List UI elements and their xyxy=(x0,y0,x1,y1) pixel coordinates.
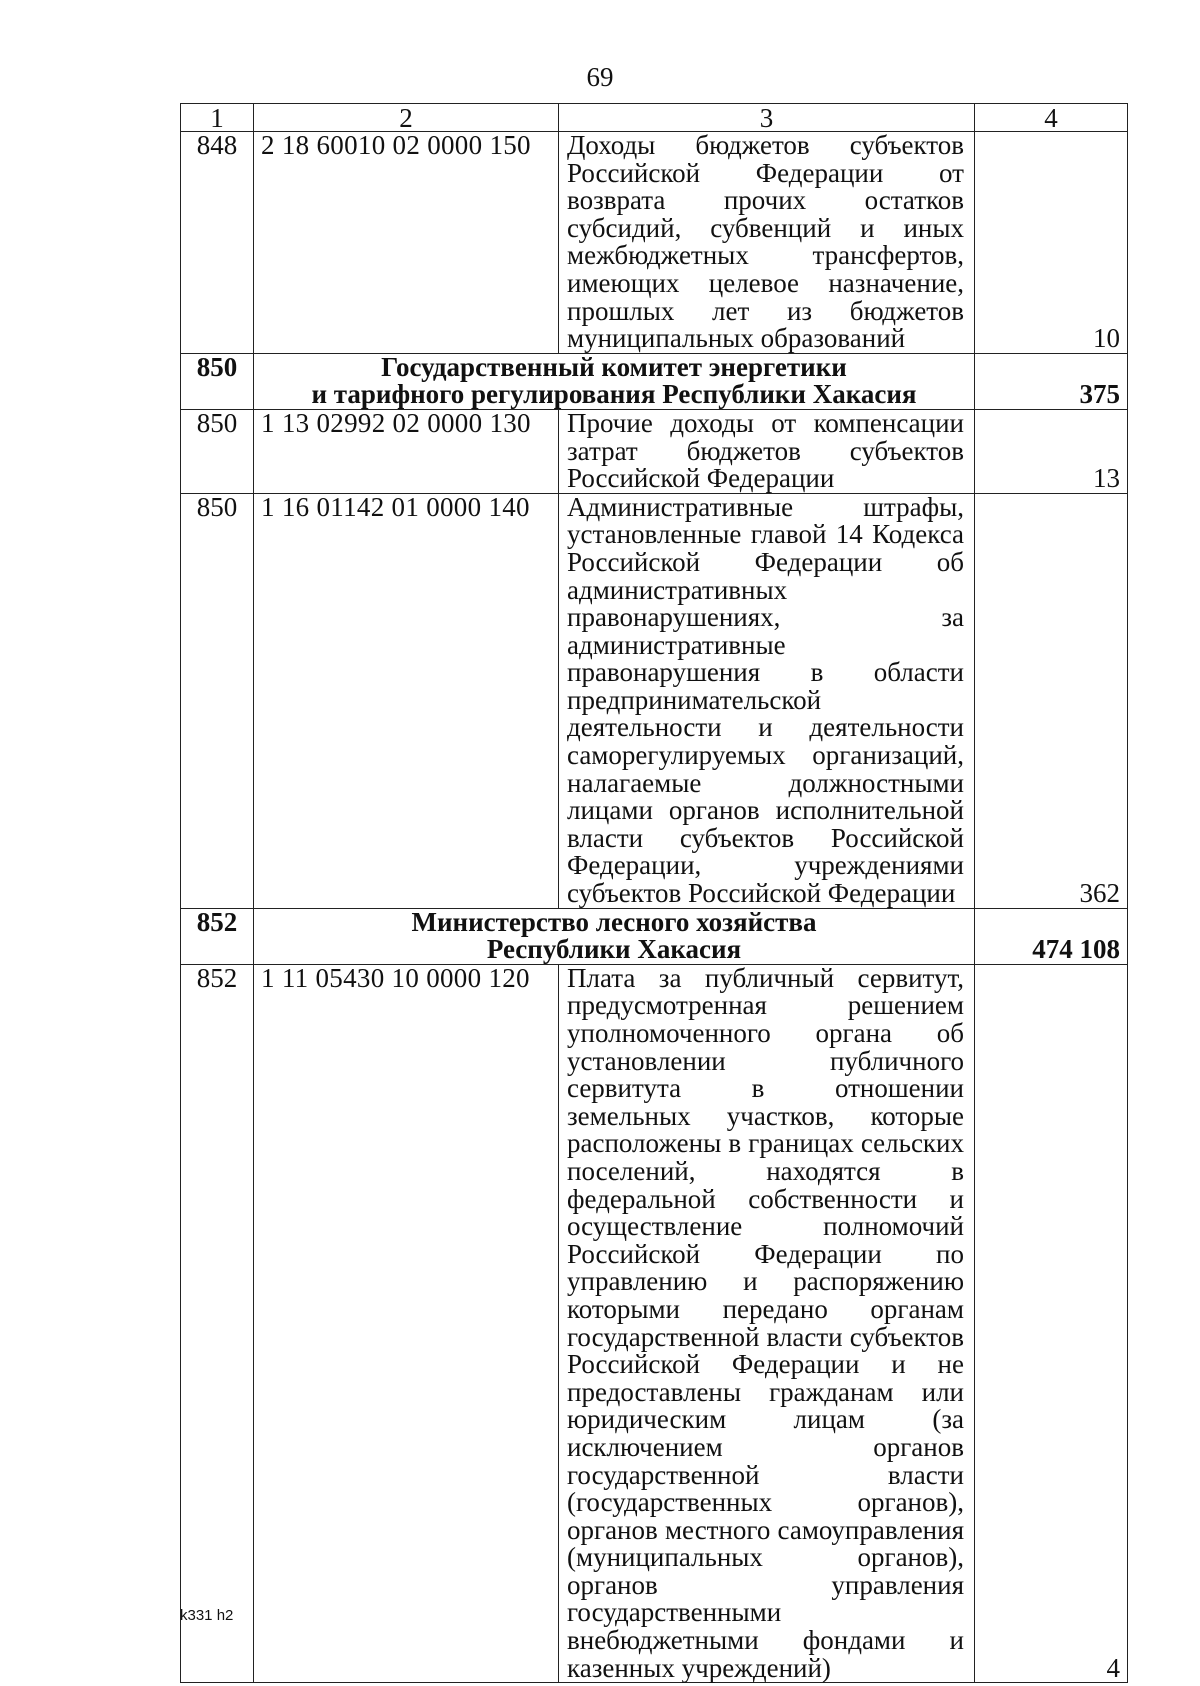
description-cell: Административные штрафы, установленные главой 14 Кодекса Российской Федерации об административных правонарушениях, за административные правонарушения в области предпринимательской деятельности и деятельности саморегулируемых организаций, налагаемые должностными лицами органов исполнительной власти субъектов Российской Федерации, учреждениями субъектов Российской Федерации xyxy=(559,493,975,908)
admin-code-cell: 852 xyxy=(181,964,254,1682)
column-header: 1 xyxy=(181,104,254,132)
section-code-cell: 850 xyxy=(181,353,254,409)
income-code-cell: 1 16 01142 01 0000 140 xyxy=(254,493,559,908)
section-title-line: Государственный комитет энергетики xyxy=(381,351,847,382)
section-amount-cell: 375 xyxy=(975,353,1128,409)
admin-code-cell: 848 xyxy=(181,132,254,354)
description-cell: Плата за публичный сервитут, предусмотренная решением уполномоченного органа об установлении публичного сервитута в отношении земельных участков, которые расположены в границах сельских поселений, находятся в федеральной собственности и осуществление полномочий Российской Федерации по управлению и распоряжению которыми передано органам государственной власти субъектов Российской Федерации и не предоставлены гражданам или юридическим лицам (за исключением органов государственной власти (государственных органов), органов местного самоуправления (муниципальных органов), органов управления государственными внебюджетными фондами и казенных учреждений) xyxy=(559,964,975,1682)
income-code-cell: 2 18 60010 02 0000 150 xyxy=(254,132,559,354)
section-title-line: Республики Хакасия xyxy=(486,934,742,965)
section-title-line: и тарифного регулирования Республики Хакасия xyxy=(311,379,917,410)
amount-cell: 362 xyxy=(975,493,1128,908)
income-code-cell: 1 13 02992 02 0000 130 xyxy=(254,409,559,493)
section-row xyxy=(181,908,1128,964)
amount-cell: 13 xyxy=(975,409,1128,493)
column-header: 4 xyxy=(975,104,1128,132)
page-number: 69 xyxy=(586,62,614,92)
table-row xyxy=(181,964,1128,1682)
section-title-cell xyxy=(254,908,975,964)
admin-code-cell: 850 xyxy=(181,493,254,908)
income-code-cell: 1 11 05430 10 0000 120 xyxy=(254,964,559,1682)
section-title-line: Министерство лесного хозяйства xyxy=(411,906,817,937)
description-cell: Доходы бюджетов субъектов Российской Федерации от возврата прочих остатков субсидий, субвенций и иных межбюджетных трансфертов, имеющих целевое назначение, прошлых лет из бюджетов муниципальных образований xyxy=(559,132,975,354)
table-row xyxy=(181,493,1128,908)
footer-mark: k331 h2 xyxy=(180,1607,234,1624)
income-table xyxy=(180,103,1128,1683)
amount-cell: 10 xyxy=(975,132,1128,354)
description-cell: Прочие доходы от компенсации затрат бюджетов субъектов Российской Федерации xyxy=(559,409,975,493)
table-header-row xyxy=(181,104,1128,132)
admin-code-cell: 850 xyxy=(181,409,254,493)
section-code-cell: 852 xyxy=(181,908,254,964)
amount-cell: 4 xyxy=(975,964,1128,1682)
section-amount-cell: 474 108 xyxy=(975,908,1128,964)
table-row xyxy=(181,409,1128,493)
table-row xyxy=(181,132,1128,354)
section-title-cell xyxy=(254,353,975,409)
column-header: 3 xyxy=(559,104,975,132)
section-row xyxy=(181,353,1128,409)
column-header: 2 xyxy=(254,104,559,132)
